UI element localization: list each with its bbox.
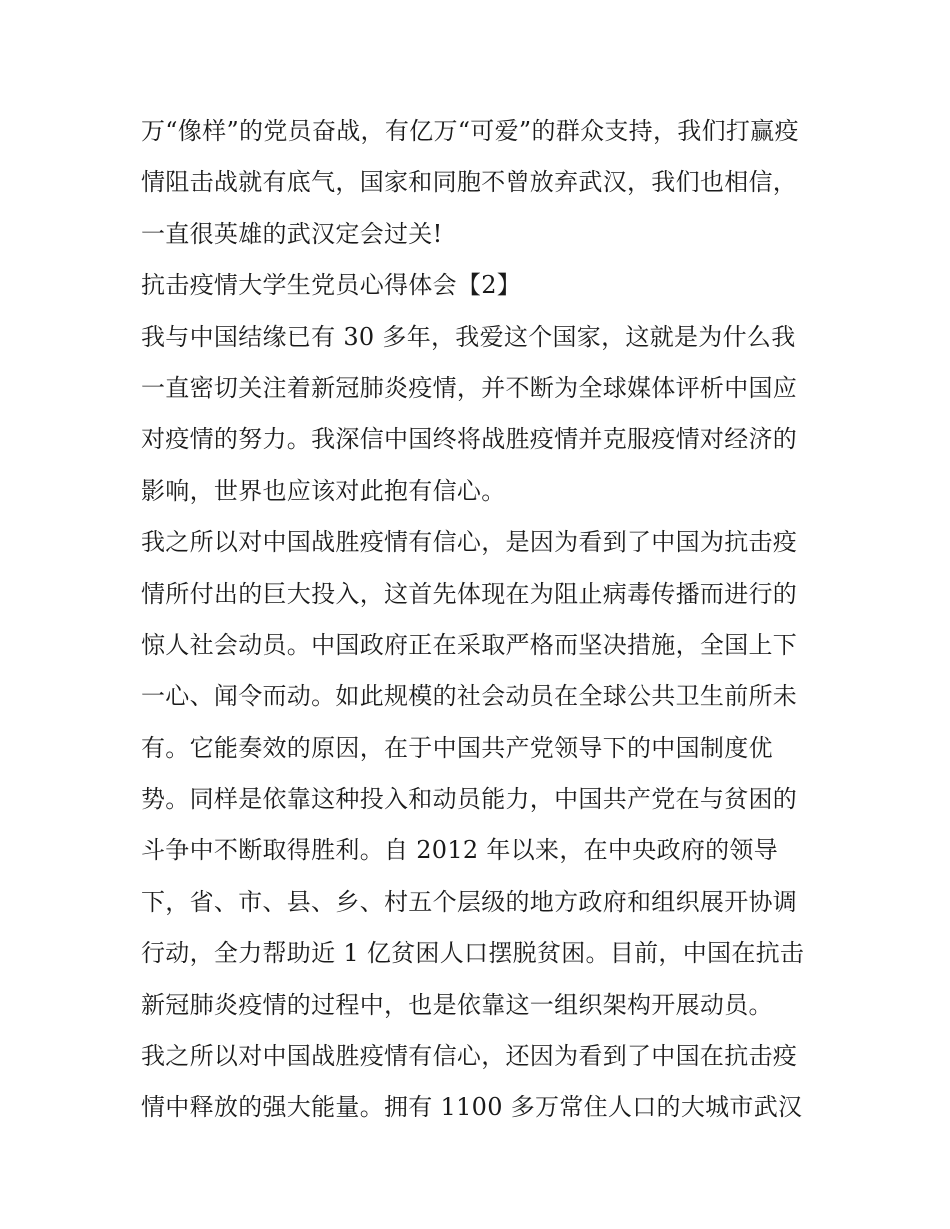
text-line: 新冠肺炎疫情的过程中，也是依靠这一组织架构开展动员。: [141, 990, 773, 1019]
text-line: 影响，世界也应该对此抱有信心。: [141, 476, 506, 505]
text-line: 对疫情的努力。我深信中国终将战胜疫情并克服疫情对经济的: [141, 425, 798, 454]
text-line: 一直很英雄的武汉定会过关!: [141, 219, 443, 248]
text-line: 情中释放的强大能量。拥有 1100 多万常住人口的大城市武汉: [141, 1093, 803, 1122]
text-line: 我之所以对中国战胜疫情有信心，还因为看到了中国在抗击疫: [141, 1042, 798, 1071]
text-line: 惊人社会动员。中国政府正在采取严格而坚决措施，全国上下: [141, 630, 798, 659]
text-line: 势。同样是依靠这种投入和动员能力，中国共产党在与贫困的: [141, 785, 798, 814]
section-heading: 抗击疫情大学生党员心得体会【2】: [141, 271, 522, 300]
text-line: 我与中国结缘已有 30 多年，我爱这个国家，这就是为什么我: [141, 322, 796, 351]
text-line: 情所付出的巨大投入，这首先体现在为阻止病毒传播而进行的: [141, 579, 798, 608]
body-text: [141, 106, 821, 1134]
text-line: 万“像样”的党员奋战，有亿万“可爱”的群众支持，我们打赢疫: [141, 117, 799, 145]
text-line: 一直密切关注着新冠肺炎疫情，并不断为全球媒体评析中国应: [141, 373, 798, 402]
text-line: 我之所以对中国战胜疫情有信心，是因为看到了中国为抗击疫: [141, 528, 798, 557]
text-line: 斗争中不断取得胜利。自 2012 年以来，在中央政府的领导: [141, 836, 779, 865]
text-line: 行动，全力帮助近 1 亿贫困人口摆脱贫困。目前，中国在抗击: [141, 939, 805, 968]
text-line: 有。它能奏效的原因，在于中国共产党领导下的中国制度优: [141, 733, 773, 762]
text-line: 下，省、市、县、乡、村五个层级的地方政府和组织展开协调: [141, 887, 798, 916]
text-line: 情阻击战就有底气，国家和同胞不曾放弃武汉，我们也相信，: [141, 168, 798, 197]
text-line: 一心、闻令而动。如此规模的社会动员在全球公共卫生前所未: [141, 682, 798, 711]
